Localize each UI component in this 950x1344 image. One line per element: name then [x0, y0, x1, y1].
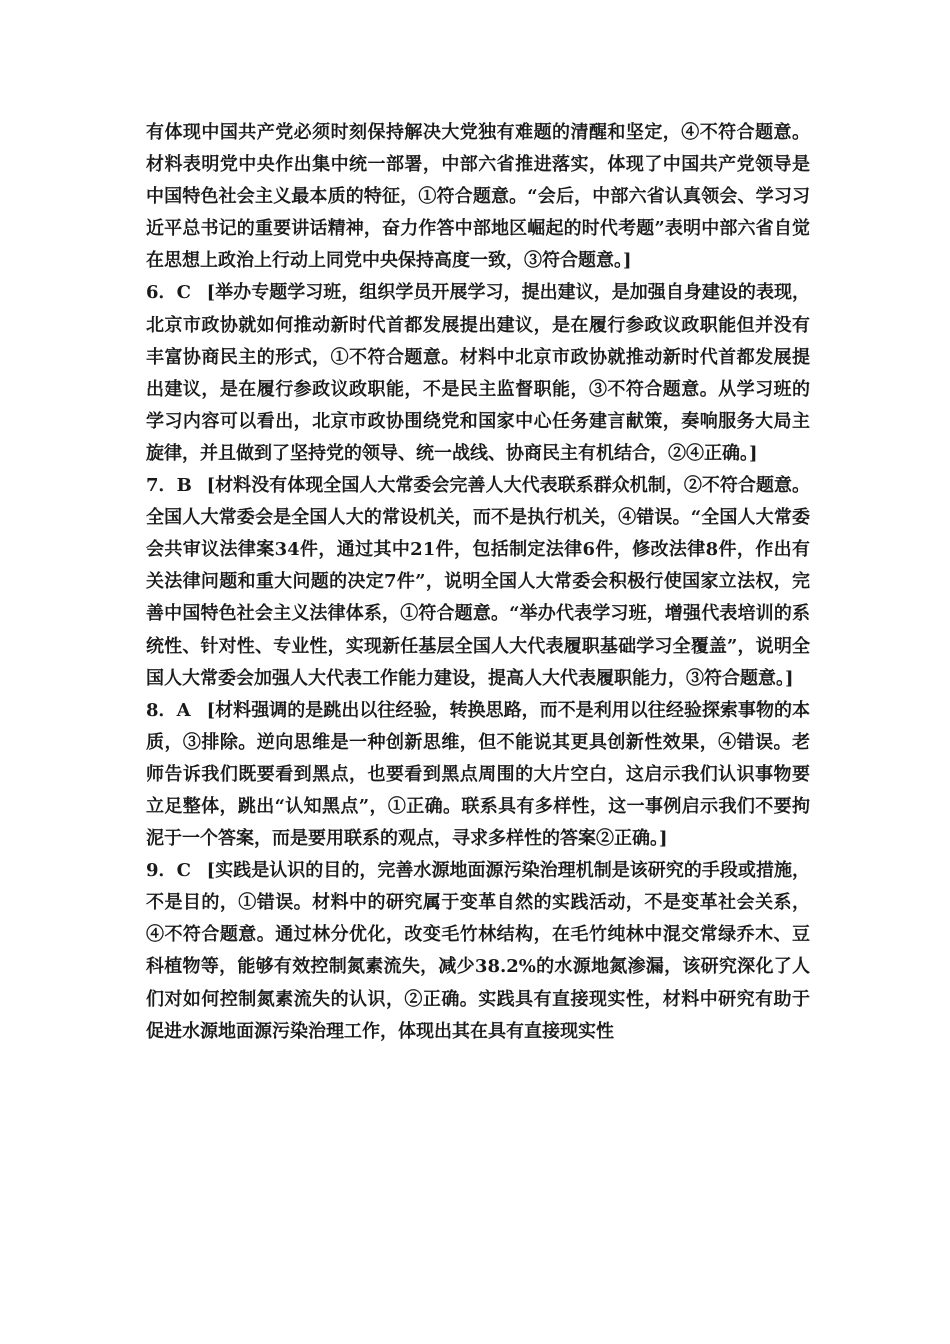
item-number: 6．: [146, 282, 177, 304]
paragraph-text: [材料没有体现全国人大常委会完善人大代表联系群众机制，②不符合题意。全国人大常委会是全国人大的常设机关，而不是执行机关，④错误。“全国人大常委会共审议法律案34件，通过其中21件，包括制定法律6件，修改法律8件，作出有关法律问题和重大问题的决定7件”，说明全国人大常委会积极行使国家立法权，完善中国特色社会主义法律体系，①符合题意。“举办代表学习班，增强代表培训的系统性、针对性、专业性，实现新任基层全国人大代表履职基础学习全覆盖”，说明全国人大常委会加强人大代表工作能力建设，提高人大代表履职能力，③符合题意。]: [146, 475, 811, 689]
paragraph-continued: [146, 117, 810, 277]
document-page: [146, 117, 810, 1048]
item-number: 7．: [146, 475, 177, 497]
paragraph-text: [实践是认识的目的，完善水源地面源污染治理机制是该研究的手段或措施，不是目的，①错误。材料中的研究属于变革自然的实践活动，不是变革社会关系，④不符合题意。通过林分优化，改变毛竹林结构，在毛竹纯林中混交常绿乔木、豆科植物等，能够有效控制氮素流失，减少38.2%的水源地氮渗漏，该研究深化了人们对如何控制氮素流失的认识，②正确。实践具有直接现实性，材料中研究有助于促进水源地面源污染治理工作，体现出其在具有直接现实性: [146, 860, 811, 1042]
paragraph-text: [材料强调的是跳出以往经验，转换思路，而不是利用以往经验探索事物的本质，③排除。逆向思维是一种创新思维，但不能说其更具创新性效果，④错误。老师告诉我们既要看到黑点，也要看到黑点周围的大片空白，这启示我们认识事物要立足整体，跳出“认知黑点”，①正确。联系具有多样性，这一事例启示我们不要拘泥于一个答案，而是要用联系的观点，寻求多样性的答案②正确。]: [146, 699, 811, 850]
answer-item-6: [146, 277, 810, 470]
answer-letter: A: [176, 699, 191, 721]
answer-letter: C: [176, 860, 191, 882]
item-number: 9．: [146, 860, 177, 882]
answer-item-8: [146, 695, 810, 855]
paragraph-text: [举办专题学习班，组织学员开展学习，提出建议，是加强自身建设的表现，北京市政协就如何推动新时代首都发展提出建议，是在履行参政议政职能但并没有丰富协商民主的形式，①不符合题意。材料中北京市政协就推动新时代首都发展提出建议，是在履行参政议政职能，不是民主监督职能，③不符合题意。从学习班的学习内容可以看出，北京市政协围绕党和国家中心任务建言献策，奏响服务大局主旋律，并且做到了坚持党的领导、统一战线、协商民主有机结合，②④正确。]: [146, 282, 811, 464]
paragraph-text: 有体现中国共产党必须时刻保持解决大党独有难题的清醒和坚定，④不符合题意。材料表明党中央作出集中统一部署，中部六省推进落实，体现了中国共产党领导是中国特色社会主义最本质的特征，①符合题意。“会后，中部六省认真领会、学习习近平总书记的重要讲话精神，奋力作答中部地区崛起的时代考题”表明中部六省自觉在思想上政治上行动上同党中央保持高度一致，③符合题意。]: [146, 122, 810, 272]
item-number: 8．: [146, 699, 177, 721]
answer-letter: C: [176, 282, 191, 304]
answer-letter: B: [176, 475, 192, 497]
answer-item-7: [146, 470, 810, 695]
answer-item-9: [146, 855, 810, 1048]
